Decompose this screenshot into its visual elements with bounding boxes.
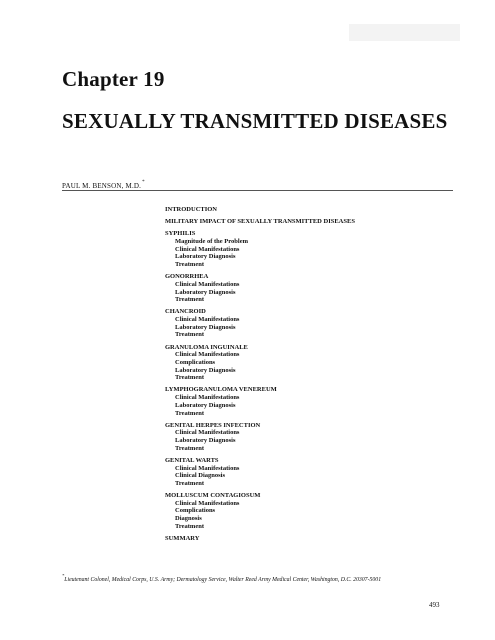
toc-heading: INTRODUCTION [165, 206, 218, 213]
toc-subitem: Magnitude of the Problem [175, 237, 248, 245]
page-number: 493 [429, 601, 440, 609]
toc-subitem: Diagnosis [175, 515, 202, 523]
toc-subitem: Laboratory Diagnosis [175, 366, 236, 374]
toc-subitem: Clinical Manifestations [175, 351, 240, 359]
toc-subitem: Clinical Manifestations [175, 429, 240, 437]
toc-section [165, 535, 445, 543]
toc-section [165, 206, 445, 214]
footnote-marker: * [62, 573, 65, 578]
toc-section [165, 457, 445, 488]
toc-section [165, 218, 445, 226]
toc-subitem: Treatment [175, 374, 204, 382]
chapter-number: Chapter 19 [62, 67, 165, 91]
toc-heading: GRANULOMA INGUINALE [165, 343, 248, 351]
toc-section [165, 273, 445, 304]
toc-subitem: Treatment [175, 444, 204, 452]
toc-subitem: Clinical Manifestations [175, 280, 240, 288]
toc-section [165, 308, 445, 339]
toc-subitem: Laboratory Diagnosis [175, 401, 236, 409]
author-name: PAUL M. BENSON, M.D. [62, 182, 142, 190]
toc-section [165, 386, 445, 417]
toc-subitem: Clinical Manifestations [175, 499, 240, 507]
toc-subitem: Treatment [175, 409, 204, 417]
toc-subitem: Complications [175, 358, 216, 366]
toc-subitem: Treatment [175, 331, 204, 339]
header-placeholder-box [349, 24, 460, 41]
toc-subitem: Laboratory Diagnosis [175, 323, 236, 331]
author-divider [62, 190, 453, 191]
author-line [62, 180, 145, 190]
toc-heading: GENITAL WARTS [165, 456, 219, 464]
chapter-title: SEXUALLY TRANSMITTED DISEASES [62, 109, 448, 133]
toc-subitem: Treatment [175, 296, 204, 304]
toc-section [165, 422, 445, 453]
author-footnote [62, 573, 462, 583]
toc-subitem: Laboratory Diagnosis [175, 288, 236, 296]
toc-subitem: Laboratory Diagnosis [175, 437, 236, 445]
toc-heading: MILITARY IMPACT OF SEXUALLY TRANSMITTED DISEASES [165, 218, 355, 226]
author-footnote-marker: * [142, 180, 145, 185]
toc-subitem: Clinical Manifestations [175, 464, 240, 472]
toc-subitem: Treatment [175, 522, 204, 530]
toc-section [165, 492, 445, 531]
toc-subitem: Clinical Manifestations [175, 245, 240, 253]
toc-heading: LYMPHOGRANULOMA VENEREUM [165, 386, 277, 394]
toc-heading: SUMMARY [165, 534, 200, 542]
toc-subitem: Treatment [175, 261, 204, 268]
toc-section [165, 230, 445, 269]
toc-subitem: Clinical Manifestations [175, 316, 240, 323]
toc-heading: CHANCROID [165, 308, 206, 316]
toc-subitem: Clinical Manifestations [175, 394, 240, 402]
toc-heading: SYPHILIS [165, 230, 196, 238]
toc-subitem: Treatment [175, 479, 204, 487]
toc-subitem: Complications [175, 507, 216, 515]
toc-heading: GONORRHEA [165, 273, 209, 281]
footnote-text: Lieutenant Colonel, Medical Corps, U.S. Army; Dermatology Service, Walter Reed Army Medical Center, Washington, D.C. 20307-5001 [64, 577, 382, 583]
toc-heading: MOLLUSCUM CONTAGIOSUM [165, 492, 261, 500]
toc-subitem: Laboratory Diagnosis [175, 253, 236, 261]
toc-section [165, 344, 445, 383]
toc-subitem: Clinical Diagnosis [175, 472, 226, 480]
table-of-contents [165, 206, 445, 547]
toc-heading: GENITAL HERPES INFECTION [165, 421, 261, 429]
